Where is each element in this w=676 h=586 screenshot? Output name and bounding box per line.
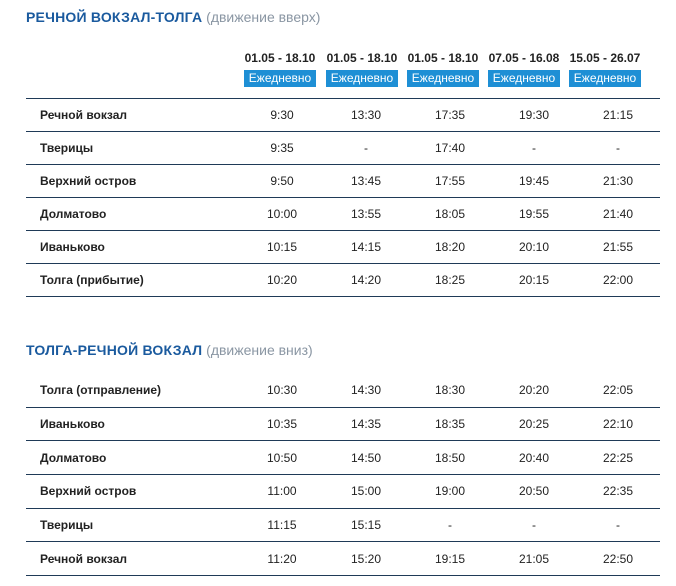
time-cell: 10:35	[240, 407, 324, 441]
stop-name: Толга (прибытие)	[26, 264, 240, 297]
stop-name: Иваньково	[26, 231, 240, 264]
time-cell: 22:10	[576, 407, 660, 441]
time-cell: 15:15	[324, 508, 408, 542]
time-cell: 21:30	[576, 165, 660, 198]
column-dates: 01.05 - 18.10	[326, 51, 398, 65]
time-cell: 14:20	[324, 264, 408, 297]
time-cell: 10:20	[240, 264, 324, 297]
time-cell: 22:35	[576, 475, 660, 509]
table-row	[26, 407, 660, 441]
time-cell: -	[576, 132, 660, 165]
time-cell: 13:55	[324, 198, 408, 231]
section-title-up-sub: (движение вверх)	[206, 9, 321, 25]
table-row	[26, 508, 660, 542]
column-header-5	[566, 51, 644, 87]
column-header-1	[241, 51, 319, 87]
time-cell: 20:50	[492, 475, 576, 509]
stop-name: Долматово	[26, 198, 240, 231]
section-title-down-main: ТОЛГА-РЕЧНОЙ ВОКЗАЛ	[26, 342, 203, 358]
table-row	[26, 165, 660, 198]
section-title-up	[26, 9, 320, 25]
column-dates: 07.05 - 16.08	[488, 51, 560, 65]
time-cell: 15:00	[324, 475, 408, 509]
section-title-down	[26, 342, 313, 358]
time-cell: 22:25	[576, 441, 660, 475]
table-row	[26, 198, 660, 231]
time-cell: 19:15	[408, 542, 492, 576]
time-cell: 13:45	[324, 165, 408, 198]
time-cell: 21:40	[576, 198, 660, 231]
time-cell: -	[576, 508, 660, 542]
column-dates: 01.05 - 18.10	[244, 51, 316, 65]
stop-name: Долматово	[26, 441, 240, 475]
table-row	[26, 542, 660, 576]
time-cell: -	[324, 132, 408, 165]
time-cell: 19:45	[492, 165, 576, 198]
frequency-badge: Ежедневно	[407, 70, 479, 87]
stop-name: Тверицы	[26, 508, 240, 542]
schedule-table-down	[26, 374, 660, 576]
table-row	[26, 374, 660, 407]
time-cell: 14:30	[324, 374, 408, 407]
time-cell: -	[492, 508, 576, 542]
time-cell: 19:55	[492, 198, 576, 231]
time-cell: 13:30	[324, 99, 408, 132]
column-dates: 15.05 - 26.07	[569, 51, 641, 65]
time-cell: 15:20	[324, 542, 408, 576]
column-dates: 01.05 - 18.10	[407, 51, 479, 65]
time-cell: 22:50	[576, 542, 660, 576]
time-cell: 17:35	[408, 99, 492, 132]
time-cell: 11:00	[240, 475, 324, 509]
time-cell: 18:05	[408, 198, 492, 231]
time-cell: 10:30	[240, 374, 324, 407]
frequency-badge: Ежедневно	[488, 70, 560, 87]
time-cell: 20:15	[492, 264, 576, 297]
time-cell: 18:35	[408, 407, 492, 441]
time-cell: 11:15	[240, 508, 324, 542]
time-cell: 22:00	[576, 264, 660, 297]
table-row	[26, 441, 660, 475]
time-cell: 17:40	[408, 132, 492, 165]
column-header-4	[485, 51, 563, 87]
time-cell: 19:30	[492, 99, 576, 132]
frequency-badge: Ежедневно	[569, 70, 641, 87]
time-cell: 18:50	[408, 441, 492, 475]
time-cell: -	[408, 508, 492, 542]
time-cell: 20:10	[492, 231, 576, 264]
time-cell: 18:20	[408, 231, 492, 264]
time-cell: 10:15	[240, 231, 324, 264]
time-cell: 19:00	[408, 475, 492, 509]
table-row	[26, 99, 660, 132]
time-cell: 9:30	[240, 99, 324, 132]
table-row	[26, 231, 660, 264]
column-header-2	[323, 51, 401, 87]
time-cell: 18:25	[408, 264, 492, 297]
table-row	[26, 264, 660, 297]
frequency-badge: Ежедневно	[326, 70, 398, 87]
table-row	[26, 132, 660, 165]
time-cell: 9:50	[240, 165, 324, 198]
time-cell: 10:50	[240, 441, 324, 475]
time-cell: 17:55	[408, 165, 492, 198]
time-cell: 14:35	[324, 407, 408, 441]
time-cell: 9:35	[240, 132, 324, 165]
time-cell: 10:00	[240, 198, 324, 231]
stop-name: Толга (отправление)	[26, 374, 240, 407]
time-cell: 21:05	[492, 542, 576, 576]
time-cell: 20:40	[492, 441, 576, 475]
stop-name: Тверицы	[26, 132, 240, 165]
section-title-down-sub: (движение вниз)	[206, 342, 313, 358]
section-title-up-main: РЕЧНОЙ ВОКЗАЛ-ТОЛГА	[26, 9, 203, 25]
time-cell: 14:15	[324, 231, 408, 264]
table-row	[26, 475, 660, 509]
frequency-badge: Ежедневно	[244, 70, 316, 87]
stop-name: Речной вокзал	[26, 542, 240, 576]
time-cell: 22:05	[576, 374, 660, 407]
time-cell: 20:20	[492, 374, 576, 407]
schedule-table-up	[26, 98, 660, 297]
column-header-3	[404, 51, 482, 87]
time-cell: 21:15	[576, 99, 660, 132]
stop-name: Иваньково	[26, 407, 240, 441]
stop-name: Речной вокзал	[26, 99, 240, 132]
stop-name: Верхний остров	[26, 475, 240, 509]
time-cell: 18:30	[408, 374, 492, 407]
time-cell: 14:50	[324, 441, 408, 475]
time-cell: 21:55	[576, 231, 660, 264]
time-cell: 20:25	[492, 407, 576, 441]
time-cell: -	[492, 132, 576, 165]
stop-name: Верхний остров	[26, 165, 240, 198]
time-cell: 11:20	[240, 542, 324, 576]
